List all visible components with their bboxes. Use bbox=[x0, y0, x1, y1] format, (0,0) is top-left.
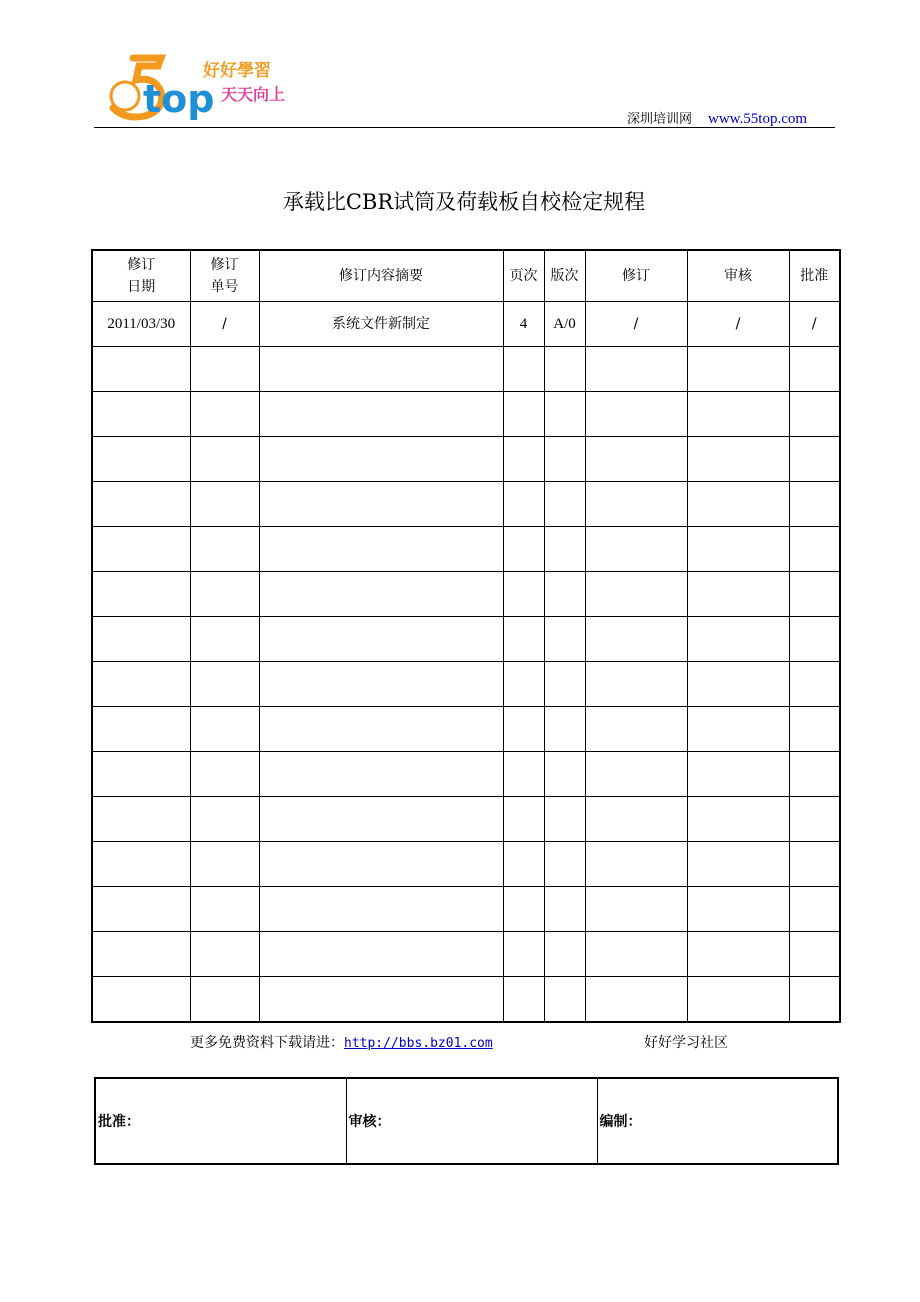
column-header: 页次 bbox=[503, 250, 544, 302]
empty-cell[interactable] bbox=[544, 887, 585, 932]
empty-cell[interactable] bbox=[259, 482, 503, 527]
logo-slogan-bottom: 天天向上 bbox=[221, 85, 286, 104]
table-cell: 4 bbox=[503, 302, 544, 347]
empty-cell[interactable] bbox=[544, 797, 585, 842]
table-cell: / bbox=[585, 302, 687, 347]
signature-table bbox=[94, 1077, 839, 1165]
logo-ring-icon bbox=[111, 82, 139, 110]
empty-cell[interactable] bbox=[503, 347, 544, 392]
approve-field[interactable]: 批准： bbox=[95, 1078, 346, 1164]
table-header-row bbox=[92, 250, 840, 302]
empty-cell[interactable] bbox=[503, 527, 544, 572]
table-cell: 2011/03/30 bbox=[92, 302, 190, 347]
empty-cell[interactable] bbox=[544, 392, 585, 437]
empty-cell[interactable] bbox=[789, 797, 840, 842]
empty-cell[interactable] bbox=[585, 347, 687, 392]
empty-cell[interactable] bbox=[503, 842, 544, 887]
empty-cell[interactable] bbox=[92, 887, 190, 932]
empty-cell[interactable] bbox=[687, 482, 789, 527]
empty-cell[interactable] bbox=[585, 842, 687, 887]
empty-cell[interactable] bbox=[92, 392, 190, 437]
empty-cell[interactable] bbox=[259, 752, 503, 797]
download-note-text: 更多免费资料下载请进： bbox=[190, 1035, 344, 1051]
empty-cell[interactable] bbox=[585, 392, 687, 437]
empty-cell[interactable] bbox=[687, 392, 789, 437]
column-header: 修订 日期 bbox=[92, 250, 190, 302]
empty-table-row bbox=[92, 617, 840, 662]
empty-cell[interactable] bbox=[789, 572, 840, 617]
empty-table-row bbox=[92, 977, 840, 1023]
document-title: 承载比CBR试筒及荷载板自校检定规程 bbox=[282, 190, 646, 214]
empty-cell[interactable] bbox=[190, 932, 259, 977]
empty-cell[interactable] bbox=[503, 482, 544, 527]
empty-cell[interactable] bbox=[789, 527, 840, 572]
empty-table-row bbox=[92, 662, 840, 707]
empty-cell[interactable] bbox=[259, 617, 503, 662]
empty-cell[interactable] bbox=[544, 482, 585, 527]
empty-cell[interactable] bbox=[190, 977, 259, 1023]
empty-cell[interactable] bbox=[544, 842, 585, 887]
empty-cell[interactable] bbox=[544, 752, 585, 797]
empty-table-row bbox=[92, 887, 840, 932]
empty-cell[interactable] bbox=[687, 347, 789, 392]
empty-cell[interactable] bbox=[789, 752, 840, 797]
column-header: 批准 bbox=[789, 250, 840, 302]
empty-table-row bbox=[92, 842, 840, 887]
site-info bbox=[627, 108, 807, 128]
empty-cell[interactable] bbox=[503, 707, 544, 752]
empty-cell[interactable] bbox=[585, 482, 687, 527]
empty-cell[interactable] bbox=[789, 437, 840, 482]
empty-cell[interactable] bbox=[92, 707, 190, 752]
empty-cell[interactable] bbox=[789, 662, 840, 707]
empty-table-row bbox=[92, 752, 840, 797]
empty-cell[interactable] bbox=[92, 347, 190, 392]
logo-graphic bbox=[103, 50, 333, 130]
empty-cell[interactable] bbox=[190, 572, 259, 617]
empty-cell[interactable] bbox=[687, 662, 789, 707]
empty-cell[interactable] bbox=[789, 842, 840, 887]
empty-table-row bbox=[92, 572, 840, 617]
empty-cell[interactable] bbox=[259, 347, 503, 392]
empty-cell[interactable] bbox=[259, 662, 503, 707]
column-header: 修订 单号 bbox=[190, 250, 259, 302]
table-cell: 系统文件新制定 bbox=[259, 302, 503, 347]
empty-cell[interactable] bbox=[503, 392, 544, 437]
empty-cell[interactable] bbox=[259, 797, 503, 842]
empty-cell[interactable] bbox=[190, 482, 259, 527]
empty-cell[interactable] bbox=[259, 572, 503, 617]
empty-cell[interactable] bbox=[789, 932, 840, 977]
empty-cell[interactable] bbox=[92, 482, 190, 527]
site-url-link[interactable]: www.55top.com bbox=[708, 111, 808, 127]
empty-cell[interactable] bbox=[190, 707, 259, 752]
empty-cell[interactable] bbox=[190, 797, 259, 842]
empty-table-row bbox=[92, 347, 840, 392]
download-note bbox=[190, 1032, 493, 1052]
empty-cell[interactable] bbox=[190, 392, 259, 437]
empty-cell[interactable] bbox=[190, 617, 259, 662]
empty-cell[interactable] bbox=[190, 842, 259, 887]
site-name: 深圳培训网 bbox=[627, 111, 693, 126]
empty-cell[interactable] bbox=[92, 572, 190, 617]
empty-cell[interactable] bbox=[259, 932, 503, 977]
column-header: 版次 bbox=[544, 250, 585, 302]
logo-top-word: top bbox=[143, 77, 215, 121]
empty-cell[interactable] bbox=[92, 932, 190, 977]
empty-table-row bbox=[92, 797, 840, 842]
empty-cell[interactable] bbox=[789, 617, 840, 662]
empty-table-row bbox=[92, 482, 840, 527]
empty-table-row bbox=[92, 932, 840, 977]
header-divider bbox=[94, 127, 835, 128]
empty-cell[interactable] bbox=[503, 977, 544, 1023]
empty-cell[interactable] bbox=[190, 347, 259, 392]
empty-cell[interactable] bbox=[544, 617, 585, 662]
empty-cell[interactable] bbox=[687, 977, 789, 1023]
empty-cell[interactable] bbox=[190, 437, 259, 482]
empty-cell[interactable] bbox=[585, 797, 687, 842]
empty-cell[interactable] bbox=[687, 932, 789, 977]
empty-cell[interactable] bbox=[92, 437, 190, 482]
empty-cell[interactable] bbox=[544, 527, 585, 572]
community-name: 好好学习社区 bbox=[644, 1035, 728, 1051]
empty-cell[interactable] bbox=[190, 887, 259, 932]
empty-cell[interactable] bbox=[585, 977, 687, 1023]
empty-cell[interactable] bbox=[789, 977, 840, 1023]
empty-cell[interactable] bbox=[544, 347, 585, 392]
empty-cell[interactable] bbox=[259, 842, 503, 887]
empty-cell[interactable] bbox=[190, 662, 259, 707]
empty-cell[interactable] bbox=[92, 842, 190, 887]
empty-table-row bbox=[92, 527, 840, 572]
empty-cell[interactable] bbox=[503, 437, 544, 482]
empty-cell[interactable] bbox=[585, 437, 687, 482]
table-cell: A/0 bbox=[544, 302, 585, 347]
empty-cell[interactable] bbox=[503, 932, 544, 977]
empty-cell[interactable] bbox=[789, 482, 840, 527]
empty-cell[interactable] bbox=[503, 662, 544, 707]
empty-cell[interactable] bbox=[687, 707, 789, 752]
revision-table bbox=[91, 249, 841, 1023]
empty-cell[interactable] bbox=[92, 527, 190, 572]
empty-cell[interactable] bbox=[503, 752, 544, 797]
empty-cell[interactable] bbox=[687, 842, 789, 887]
empty-cell[interactable] bbox=[687, 572, 789, 617]
empty-cell[interactable] bbox=[687, 752, 789, 797]
empty-cell[interactable] bbox=[544, 977, 585, 1023]
empty-table-row bbox=[92, 707, 840, 752]
empty-cell[interactable] bbox=[687, 797, 789, 842]
review-field[interactable]: 审核： bbox=[346, 1078, 597, 1164]
table-cell: / bbox=[190, 302, 259, 347]
empty-cell[interactable] bbox=[585, 572, 687, 617]
empty-cell[interactable] bbox=[585, 662, 687, 707]
empty-cell[interactable] bbox=[544, 932, 585, 977]
empty-cell[interactable] bbox=[585, 932, 687, 977]
empty-cell[interactable] bbox=[503, 887, 544, 932]
logo-slogan-top: 好好學習 bbox=[203, 61, 271, 81]
table-cell: / bbox=[687, 302, 789, 347]
empty-table-row bbox=[92, 437, 840, 482]
empty-cell[interactable] bbox=[259, 527, 503, 572]
column-header: 修订内容摘要 bbox=[259, 250, 503, 302]
empty-cell[interactable] bbox=[92, 977, 190, 1023]
table-row bbox=[92, 302, 840, 347]
empty-cell[interactable] bbox=[259, 392, 503, 437]
empty-cell[interactable] bbox=[92, 617, 190, 662]
column-header: 修订 bbox=[585, 250, 687, 302]
empty-cell[interactable] bbox=[585, 707, 687, 752]
empty-cell[interactable] bbox=[190, 752, 259, 797]
empty-cell[interactable] bbox=[92, 662, 190, 707]
empty-cell[interactable] bbox=[503, 797, 544, 842]
empty-cell[interactable] bbox=[259, 887, 503, 932]
empty-cell[interactable] bbox=[789, 392, 840, 437]
empty-cell[interactable] bbox=[544, 572, 585, 617]
empty-cell[interactable] bbox=[190, 527, 259, 572]
empty-cell[interactable] bbox=[92, 752, 190, 797]
empty-cell[interactable] bbox=[789, 707, 840, 752]
empty-cell[interactable] bbox=[789, 887, 840, 932]
empty-cell[interactable] bbox=[544, 662, 585, 707]
empty-cell[interactable] bbox=[503, 572, 544, 617]
empty-table-row bbox=[92, 392, 840, 437]
empty-cell[interactable] bbox=[544, 707, 585, 752]
table-cell: / bbox=[789, 302, 840, 347]
empty-cell[interactable] bbox=[259, 707, 503, 752]
empty-cell[interactable] bbox=[259, 437, 503, 482]
empty-cell[interactable] bbox=[687, 617, 789, 662]
empty-cell[interactable] bbox=[585, 527, 687, 572]
download-link[interactable]: http://bbs.bz01.com bbox=[344, 1036, 493, 1051]
empty-cell[interactable] bbox=[687, 527, 789, 572]
empty-cell[interactable] bbox=[687, 887, 789, 932]
empty-cell[interactable] bbox=[585, 887, 687, 932]
prepare-field[interactable]: 编制： bbox=[597, 1078, 838, 1164]
empty-cell[interactable] bbox=[585, 617, 687, 662]
empty-cell[interactable] bbox=[789, 347, 840, 392]
empty-cell[interactable] bbox=[687, 437, 789, 482]
empty-cell[interactable] bbox=[585, 752, 687, 797]
column-header: 审核 bbox=[687, 250, 789, 302]
empty-cell[interactable] bbox=[503, 617, 544, 662]
empty-cell[interactable] bbox=[259, 977, 503, 1023]
empty-cell[interactable] bbox=[544, 437, 585, 482]
empty-cell[interactable] bbox=[92, 797, 190, 842]
logo bbox=[103, 50, 333, 130]
